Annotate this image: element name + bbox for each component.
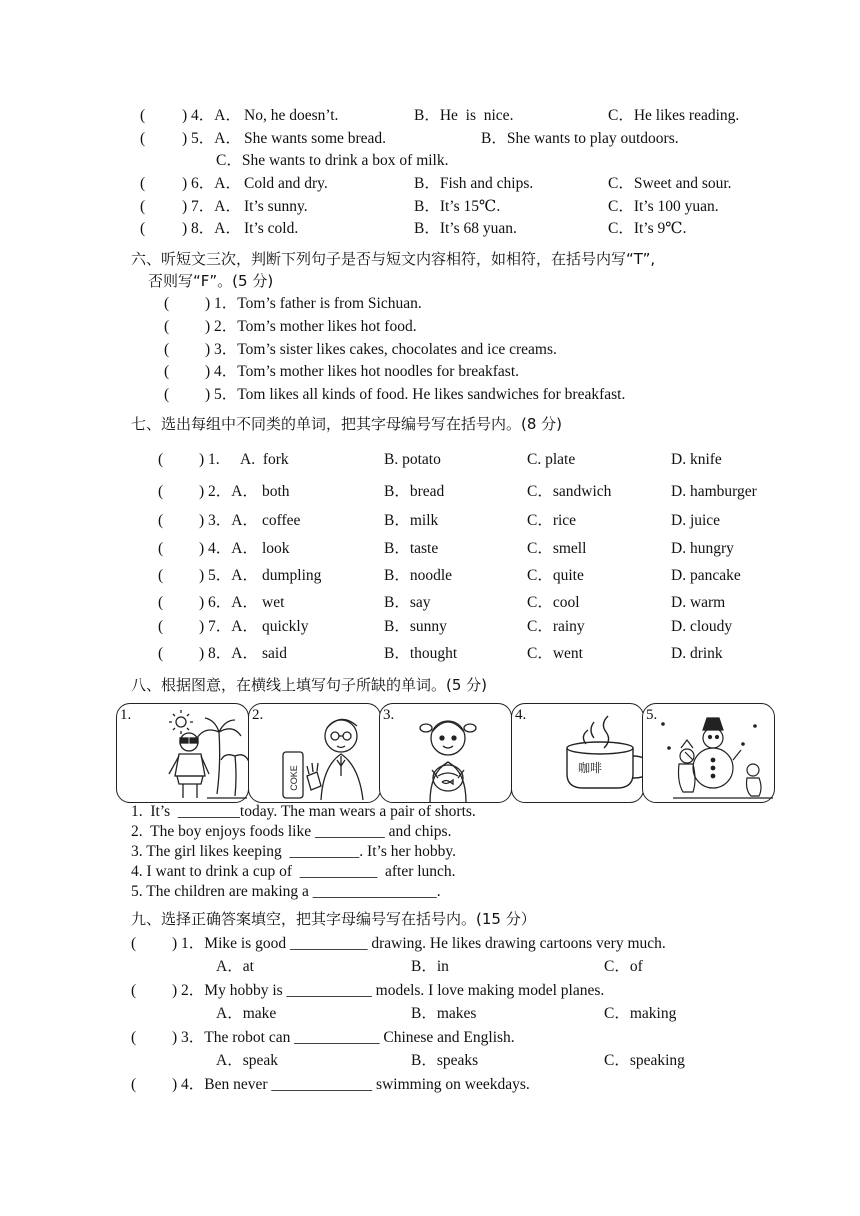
option-b: B．She wants to play outdoors. [481,130,679,147]
option-d: D. pancake [671,567,741,584]
picture-box-1 [116,703,249,803]
option-b: B．taste [384,540,439,557]
answer-bracket[interactable]: ( [140,175,146,192]
option-b: B．say [384,594,431,611]
statement: ) 4．Tom’s mother likes hot noodles for breakfast. [205,363,520,380]
answer-bracket[interactable]: ( [158,567,164,584]
question-number: ) 5．A． [199,567,258,584]
question-number: ) 7．A． [199,618,258,635]
option-a: A. fork [240,451,289,468]
fill-in-sentence: 3. The girl likes keeping _________. It’s her hobby. [131,843,457,860]
question-stem: ) 4．Ben never _____________ swimming on weekdays. [172,1076,530,1093]
svg-text:咖啡: 咖啡 [577,761,603,775]
picture-box-2 [248,703,381,803]
option-c: C．went [527,645,583,662]
fill-in-sentence: 5. The children are making a ________________. [131,883,441,900]
answer-bracket[interactable]: ( [158,451,164,468]
option-b: B．speaks [411,1052,479,1069]
answer-bracket[interactable]: ( [131,1029,137,1046]
option-a: She wants some bread. [244,130,387,147]
fill-in-sentence: 2. The boy enjoys foods like _________ and chips. [131,823,452,840]
option-a: It’s sunny. [244,198,308,215]
option-c: C．It’s 9℃. [608,220,687,237]
option-d: D. warm [671,594,726,611]
answer-bracket[interactable]: ( [158,540,164,557]
option-b: B．It’s 68 yuan. [414,220,517,237]
answer-bracket[interactable]: ( [140,107,146,124]
option-b: B．in [411,958,449,975]
picture-box-5 [642,703,775,803]
question-number: ) 2．A． [199,483,258,500]
option-a: said [262,645,287,662]
answer-bracket[interactable]: ( [158,618,164,635]
option-a: dumpling [262,567,322,584]
answer-bracket[interactable]: ( [140,198,146,215]
answer-bracket[interactable]: ( [164,363,170,380]
answer-bracket[interactable]: ( [164,318,170,335]
picture-number: 5. [646,707,658,723]
option-d: D. hamburger [671,483,757,500]
girl-fish-bowl-icon [380,704,513,804]
option-c: C．of [604,958,643,975]
section-title-line2: 否则写“F”。(5 分) [148,272,274,290]
option-c: C．smell [527,540,587,557]
answer-bracket[interactable]: ( [131,1076,137,1093]
option-c: C．rice [527,512,577,529]
option-d: D. drink [671,645,723,662]
option-c: C．rainy [527,618,585,635]
option-b: B．Fish and chips. [414,175,534,192]
answer-bracket[interactable]: ( [158,645,164,662]
picture-number: 4. [515,707,527,723]
answer-bracket[interactable]: ( [158,483,164,500]
question-number: ) 4．A． [182,107,241,124]
answer-bracket[interactable]: ( [131,982,137,999]
answer-bracket[interactable]: ( [164,295,170,312]
option-c: C．quite [527,567,584,584]
answer-bracket[interactable]: ( [131,935,137,952]
svg-text:COKE: COKE [289,765,299,791]
option-a: It’s cold. [244,220,299,237]
statement: ) 3．Tom’s sister likes cakes, chocolates and ice creams. [205,341,557,358]
statement: ) 2．Tom’s mother likes hot food. [205,318,417,335]
option-a: look [262,540,290,557]
option-d: D. juice [671,512,721,529]
sunglasses-man-icon [117,704,250,804]
option-c: C．Sweet and sour. [608,175,732,192]
answer-bracket[interactable]: ( [140,220,146,237]
section-title: 九、选择正确答案填空，把其字母编号写在括号内。(15 分） [131,910,536,928]
option-b: B．bread [384,483,445,500]
question-number: ) 1. [199,451,220,468]
option-b: B．He is nice. [414,107,514,124]
section-title: 七、选出每组中不同类的单词，把其字母编号写在括号内。(8 分) [131,415,563,433]
question-number: ) 8．A． [199,645,258,662]
option-a: both [262,483,290,500]
option-b: B．sunny [384,618,447,635]
question-number: ) 4．A． [199,540,258,557]
picture-box-4 [511,703,644,803]
section-title: 八、根据图意，在横线上填写句子所缺的单词。(5 分) [131,676,488,694]
question-number: ) 7．A． [182,198,241,215]
section-title: 六、听短文三次，判断下列句子是否与短文内容相符，如相符，在括号内写“T”, [131,250,656,268]
answer-bracket[interactable]: ( [158,594,164,611]
option-d: D. knife [671,451,722,468]
option-b: B. potato [384,451,441,468]
picture-number: 1. [120,707,132,723]
question-number: ) 6．A． [199,594,258,611]
option-a: Cold and dry. [244,175,328,192]
answer-bracket[interactable]: ( [164,341,170,358]
option-a: quickly [262,618,309,635]
statement: ) 1．Tom’s father is from Sichuan. [205,295,422,312]
option-c: C．cool [527,594,580,611]
option-b: B．makes [411,1005,477,1022]
option-c: C．She wants to drink a box of milk. [216,152,449,169]
option-c: C. plate [527,451,576,468]
option-c: C．It’s 100 yuan. [608,198,719,215]
question-stem: ) 2．My hobby is ___________ models. I love making model planes. [172,982,605,999]
question-number: ) 3．A． [199,512,258,529]
option-b: B．noodle [384,567,453,584]
option-c: C．making [604,1005,677,1022]
option-c: C．He likes reading. [608,107,740,124]
children-snowman-icon [643,704,776,804]
option-b: B．It’s 15℃. [414,198,501,215]
picture-number: 3. [383,707,395,723]
option-a: A．make [216,1005,277,1022]
option-b: B．milk [384,512,439,529]
option-d: D. hungry [671,540,734,557]
question-number: ) 8．A． [182,220,241,237]
boy-cola-chips-icon [249,704,382,804]
option-c: C．sandwich [527,483,612,500]
option-a: No, he doesn’t. [244,107,339,124]
fill-in-sentence: 1. It’s ________today. The man wears a pair of shorts. [131,803,476,820]
option-a: A．speak [216,1052,278,1069]
option-a: coffee [262,512,301,529]
fill-in-sentence: 4. I want to drink a cup of __________ after lunch. [131,863,456,880]
option-d: D. cloudy [671,618,733,635]
answer-bracket[interactable]: ( [140,130,146,147]
option-a: wet [262,594,285,611]
question-number: ) 5．A． [182,130,241,147]
picture-box-3 [379,703,512,803]
question-number: ) 6．A． [182,175,241,192]
statement: ) 5．Tom likes all kinds of food. He likes sandwiches for breakfast. [205,386,626,403]
answer-bracket[interactable]: ( [158,512,164,529]
question-stem: ) 3．The robot can ___________ Chinese and English. [172,1029,515,1046]
question-stem: ) 1．Mike is good __________ drawing. He likes drawing cartoons very much. [172,935,666,952]
coffee-cup-icon [512,704,645,804]
option-a: A．at [216,958,254,975]
option-b: B．thought [384,645,458,662]
option-c: C．speaking [604,1052,685,1069]
answer-bracket[interactable]: ( [164,386,170,403]
picture-number: 2. [252,707,264,723]
